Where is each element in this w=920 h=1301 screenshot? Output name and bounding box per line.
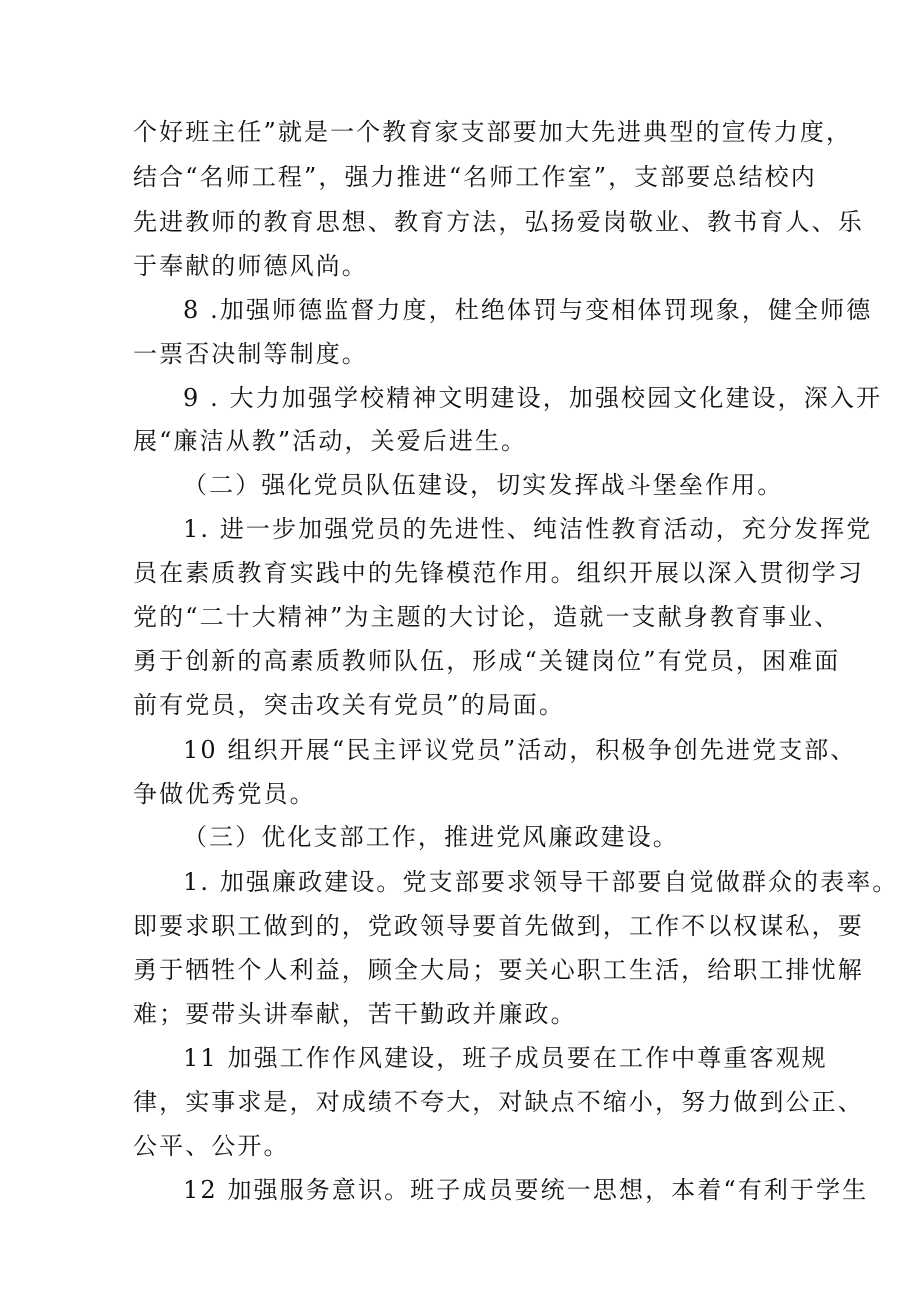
text-line: 律，实事求是，对成绩不夸大，对缺点不缩小，努力做到公正、 bbox=[133, 1088, 864, 1116]
text-line: 先进教师的教育思想、教育方法，弘扬爱岗敬业、教书育人、乐 bbox=[133, 208, 864, 236]
text-line: 勇于创新的高素质教师队伍，形成“关键岗位”有党员，困难面 bbox=[133, 647, 841, 675]
text-line: 个好班主任”就是一个教育家支部要加大先进典型的宣传力度， bbox=[133, 118, 853, 146]
text-line: 党的“二十大精神”为主题的大讨论，造就一支献身教育事业、 bbox=[133, 603, 841, 631]
text-line: 12 加强服务意识。班子成员要统一思想，本着“有利于学生 bbox=[183, 1176, 869, 1204]
text-line: 员在素质教育实践中的先锋模范作用。组织开展以深入贯彻学习 bbox=[133, 559, 864, 587]
text-line: 于奉献的师德风尚。 bbox=[133, 252, 368, 280]
text-line: 1. 加强廉政建设。党支部要求领导干部要自觉做群众的表率。 bbox=[183, 868, 899, 896]
text-line: 难；要带头讲奉献，苦干勤政并廉政。 bbox=[133, 1000, 577, 1028]
text-line: 11 加强工作作风建设，班子成员要在工作中尊重客观规 bbox=[183, 1044, 828, 1072]
text-line: 前有党员，突击攻关有党员”的局面。 bbox=[133, 691, 565, 719]
text-line: 勇于牺牲个人利益，顾全大局；要关心职工生活，给职工排忧解 bbox=[133, 956, 864, 984]
text-line: 9 . 大力加强学校精神文明建设，加强校园文化建设，深入开 bbox=[183, 384, 883, 412]
text-line: 1. 进一步加强党员的先进性、纯洁性教育活动，充分发挥党 bbox=[183, 515, 873, 543]
text-line: 一票否决制等制度。 bbox=[133, 340, 368, 368]
section-heading: （三）优化支部工作，推进党风廉政建设。 bbox=[183, 823, 679, 851]
text-line: 即要求职工做到的，党政领导要首先做到，工作不以权谋私，要 bbox=[133, 912, 864, 940]
text-line: 8 .加强师德监督力度，杜绝体罚与变相体罚现象，健全师德 bbox=[183, 296, 873, 324]
text-line: 公平、公开。 bbox=[133, 1132, 290, 1160]
text-line: 结合“名师工程”，强力推进“名师工作室”，支部要总结校内 bbox=[133, 163, 817, 191]
section-heading: （二）强化党员队伍建设，切实发挥战斗堡垒作用。 bbox=[183, 471, 784, 499]
text-line: 展“廉洁从教”活动，关爱后进生。 bbox=[133, 427, 528, 455]
text-line: 10 组织开展“民主评议党员”活动，积极争创先进党支部、 bbox=[183, 736, 857, 764]
text-line: 争做优秀党员。 bbox=[133, 780, 316, 808]
